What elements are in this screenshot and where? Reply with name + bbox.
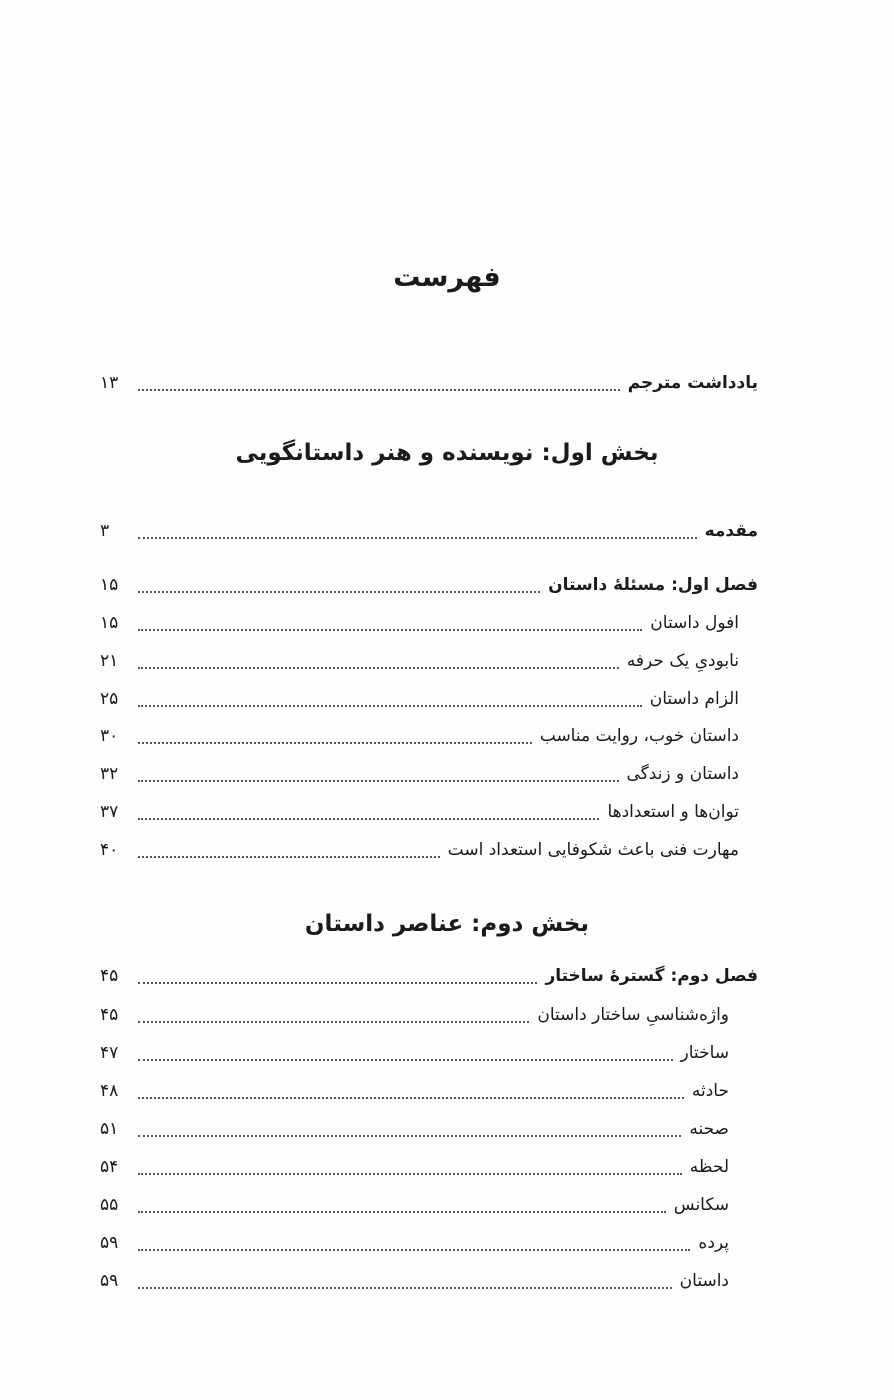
dot-leader xyxy=(138,591,540,593)
toc-entry-label: توان‌ها و استعدادها xyxy=(607,802,739,822)
toc-entry-label: لحظه xyxy=(689,1157,729,1177)
toc-entry-label: حادثه xyxy=(691,1081,729,1101)
page-number: ۱۳ xyxy=(100,373,119,393)
dot-leader xyxy=(138,537,697,539)
toc-entry-label: ساختار xyxy=(680,1043,729,1063)
dot-leader xyxy=(138,856,440,858)
toc-entry-label: الزام داستان xyxy=(649,689,739,709)
dot-leader xyxy=(138,389,620,391)
dot-leader xyxy=(138,742,532,744)
dot-leader xyxy=(138,667,619,669)
toc-entry-label: سکانس xyxy=(673,1195,729,1215)
toc-entry xyxy=(100,1076,729,1106)
page-number: ۳۷ xyxy=(100,802,119,822)
page-number: ۵۵ xyxy=(100,1195,119,1215)
toc-entry-label: داستان خوب، روایت مناسب xyxy=(539,726,739,746)
dot-leader xyxy=(138,818,599,820)
page-number: ۱۵ xyxy=(100,575,119,595)
toc-entry xyxy=(100,759,739,789)
page-number: ۴۰ xyxy=(100,840,119,860)
toc-entry xyxy=(100,721,739,751)
dot-leader xyxy=(138,1097,684,1099)
toc-entry xyxy=(100,1000,729,1030)
dot-leader xyxy=(138,1211,666,1213)
toc-title: فهرست xyxy=(393,262,501,293)
part-heading: بخش اول: نویسنده و هنر داستانگویی xyxy=(235,440,659,466)
toc-entry-label: مهارت فنی باعث شکوفایی استعداد است xyxy=(447,840,739,860)
dot-leader xyxy=(138,1287,672,1289)
toc-entry-label: صحنه xyxy=(689,1119,729,1139)
dot-leader xyxy=(138,1021,529,1023)
toc-entry xyxy=(100,1190,729,1220)
toc-entry xyxy=(100,835,739,865)
dot-leader xyxy=(138,780,619,782)
toc-entry xyxy=(100,1152,729,1182)
toc-entry xyxy=(100,1114,729,1144)
toc-entry xyxy=(100,1228,729,1258)
toc-entry-chapter xyxy=(100,570,758,600)
page-number: ۲۵ xyxy=(100,689,119,709)
toc-entry xyxy=(100,797,739,827)
dot-leader xyxy=(138,1173,682,1175)
toc-entry-label: یادداشت مترجم xyxy=(627,373,758,393)
toc-entry-translator-note xyxy=(100,368,758,398)
dot-leader xyxy=(138,1059,673,1061)
toc-entry-label: داستان و زندگی xyxy=(626,764,739,784)
page-number: ۵۴ xyxy=(100,1157,119,1177)
page-number: ۳۰ xyxy=(100,726,119,746)
page-number: ۴۸ xyxy=(100,1081,119,1101)
toc-entry-label: پرده xyxy=(698,1233,729,1253)
toc-entry xyxy=(100,1038,729,1068)
page-number: ۵۱ xyxy=(100,1119,119,1139)
dot-leader xyxy=(138,629,642,631)
dot-leader xyxy=(138,1135,681,1137)
toc-entry-label: فصل اول: مسئلهٔ داستان xyxy=(548,575,758,595)
page-number: ۱۵ xyxy=(100,613,119,633)
toc-entry xyxy=(100,1266,729,1296)
page-number: ۳ xyxy=(100,521,110,541)
toc-entry-label: داستان xyxy=(679,1271,729,1291)
toc-entry xyxy=(100,684,739,714)
dot-leader xyxy=(138,982,537,984)
toc-entry-intro xyxy=(100,516,758,546)
toc-entry-label: مقدمه xyxy=(704,521,758,541)
toc-entry-label: افول داستان xyxy=(650,613,739,633)
dot-leader xyxy=(138,1249,690,1251)
toc-entry-label: نابودیِ یک حرفه xyxy=(626,651,739,671)
page-number: ۳۲ xyxy=(100,764,119,784)
page-number: ۵۹ xyxy=(100,1233,119,1253)
page-number: ۴۷ xyxy=(100,1043,119,1063)
part-heading: بخش دوم: عناصر داستان xyxy=(304,911,590,937)
toc-entry-chapter xyxy=(100,961,758,991)
toc-entry xyxy=(100,608,739,638)
toc-entry xyxy=(100,646,739,676)
page-number: ۲۱ xyxy=(100,651,119,671)
toc-entry-label: فصل دوم: گسترهٔ ساختار xyxy=(545,966,758,986)
dot-leader xyxy=(138,705,642,707)
page-number: ۴۵ xyxy=(100,966,119,986)
page-number: ۴۵ xyxy=(100,1005,119,1025)
toc-entry-label: واژه‌شناسیِ ساختار داستان xyxy=(537,1005,729,1025)
page-number: ۵۹ xyxy=(100,1271,119,1291)
